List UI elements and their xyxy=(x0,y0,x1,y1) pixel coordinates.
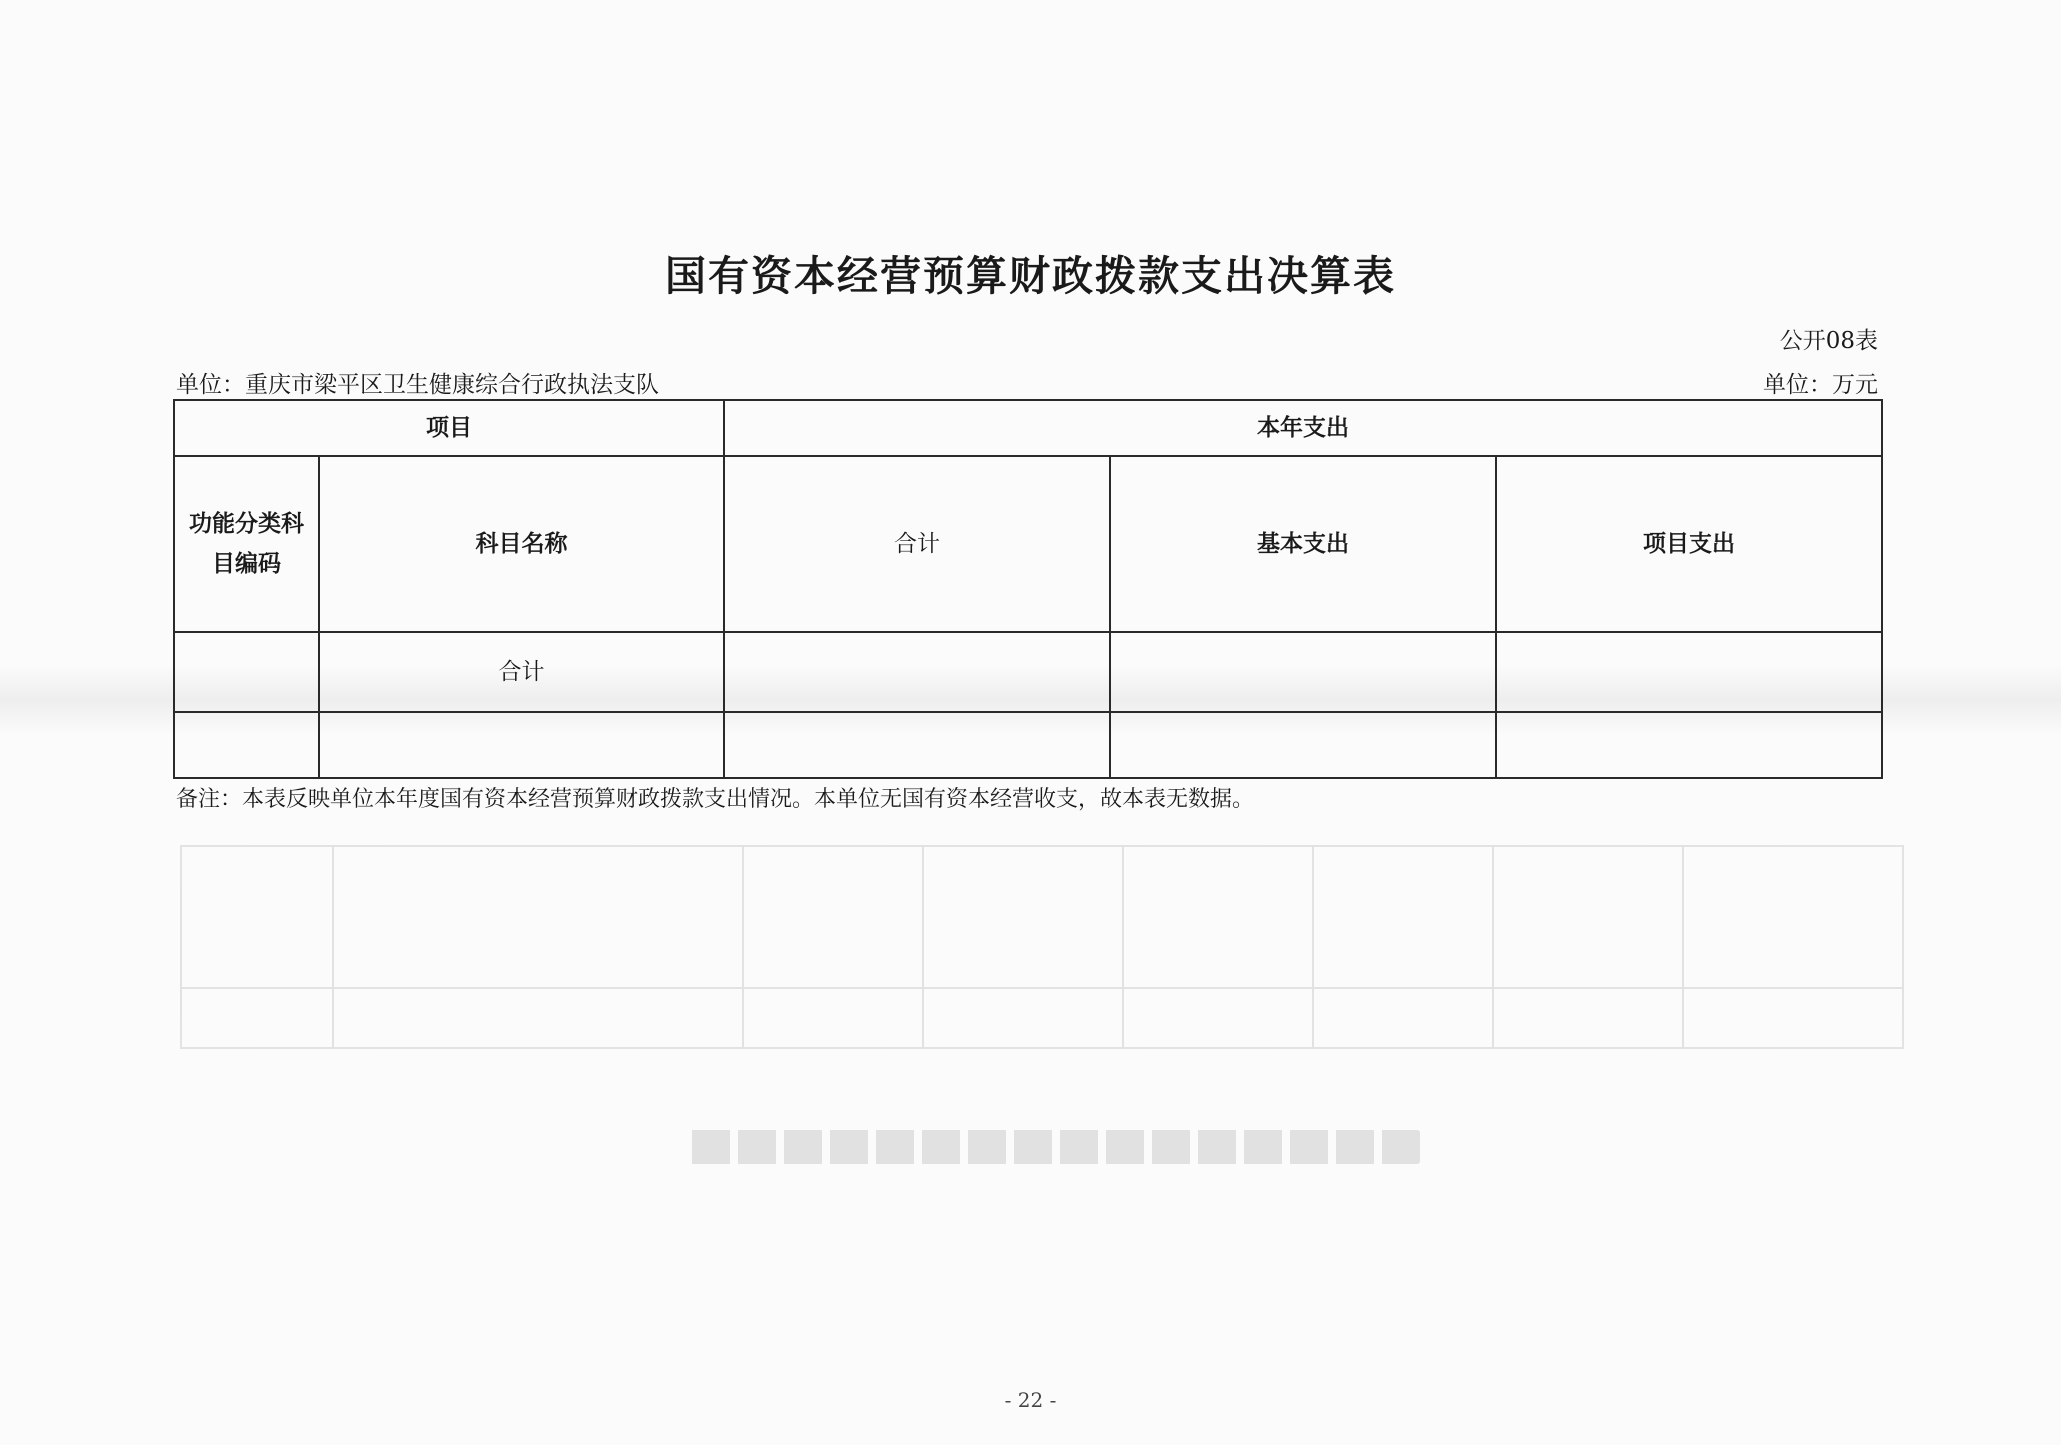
document-title: 国有资本经营预算财政拨款支出决算表 xyxy=(665,252,1396,300)
col-header-total: 合计 xyxy=(724,456,1110,632)
col-header-name: 科目名称 xyxy=(319,456,724,632)
group-header-item: 项目 xyxy=(174,400,724,456)
col-header-basic: 基本支出 xyxy=(1110,456,1496,632)
expenditure-table xyxy=(173,399,1883,779)
table-group-header-row xyxy=(174,400,1882,456)
table-row xyxy=(174,632,1882,712)
cell-name: 合计 xyxy=(319,632,724,712)
cell-project xyxy=(1496,632,1882,712)
cell-project xyxy=(1496,712,1882,778)
currency-unit: 单位：万元 xyxy=(1763,372,1878,398)
table-note: 备注：本表反映单位本年度国有资本经营预算财政拨款支出情况。本单位无国有资本经营收支，故本表无数据。 xyxy=(176,787,1255,812)
group-header-current-year: 本年支出 xyxy=(724,400,1882,456)
page-number: - 22 - xyxy=(1004,1388,1057,1412)
cell-total xyxy=(724,712,1110,778)
cell-name xyxy=(319,712,724,778)
reporting-unit: 单位：重庆市梁平区卫生健康综合行政执法支队 xyxy=(176,372,659,398)
cell-basic xyxy=(1110,712,1496,778)
cell-total xyxy=(724,632,1110,712)
table-column-header-row xyxy=(174,456,1882,632)
cell-code xyxy=(174,632,319,712)
form-number: 公开08表 xyxy=(1779,328,1878,354)
scan-bleed-title xyxy=(690,1125,1420,1169)
col-header-code: 功能分类科目编码 xyxy=(174,456,319,632)
scan-bleed-table xyxy=(180,845,1904,1049)
cell-basic xyxy=(1110,632,1496,712)
table-row xyxy=(174,712,1882,778)
cell-code xyxy=(174,712,319,778)
col-header-project: 项目支出 xyxy=(1496,456,1882,632)
